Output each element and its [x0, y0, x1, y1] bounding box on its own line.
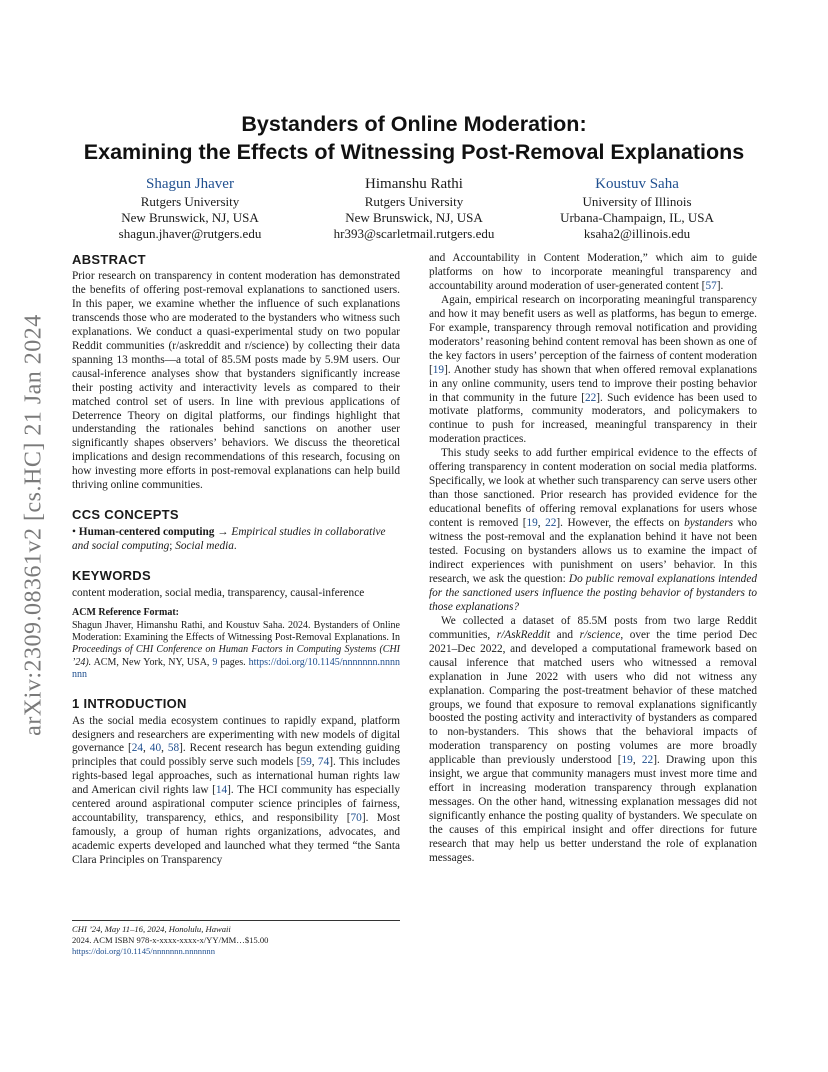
ccs-bullet: • — [72, 526, 76, 539]
intro-paragraph-3 — [429, 447, 757, 614]
citation-link[interactable]: 57 — [705, 279, 717, 292]
emphasized-text: r/AskReddit — [496, 628, 551, 641]
author-2 — [294, 175, 534, 242]
emphasized-text: r/science — [579, 628, 621, 641]
paragraph-text: , — [632, 754, 642, 767]
intro-paragraph-1-continued — [429, 252, 757, 294]
emphasized-text: bystanders — [684, 517, 734, 530]
right-column — [429, 252, 757, 866]
paragraph-text: We collected a dataset of 85.5M posts from two large Reddit communities, — [429, 614, 757, 641]
author-affiliation: Rutgers University — [364, 194, 464, 209]
title-line-1: Bystanders of Online Moderation: — [241, 112, 587, 136]
author-email: shagun.jhaver@rutgers.edu — [118, 226, 262, 241]
keywords-text: content moderation, social media, transparency, causal-inference — [72, 587, 365, 600]
left-column — [72, 252, 400, 868]
paragraph-text: and — [550, 628, 580, 641]
paragraph-text: ]. Recent research has begun extending guiding principles that could possibly serve such models [ — [72, 742, 400, 769]
author-affiliation: University of Illinois — [582, 194, 692, 209]
ccs-concepts — [72, 526, 400, 554]
citation-link[interactable]: 74 — [317, 756, 330, 769]
paragraph-text: , — [537, 517, 546, 530]
footnote-doi-link[interactable]: https://doi.org/10.1145/nnnnnnn.nnnnnnn — [72, 946, 215, 956]
citation-link[interactable]: 22 — [641, 754, 654, 767]
citation-link[interactable]: 22 — [585, 391, 597, 404]
paragraph-text: , — [143, 742, 150, 755]
acm-ref-part-1: Shagun Jhaver, Himanshu Rathi, and Koustuv Saha. 2024. Bystanders of Online Moderation: Examining the Effects of Witnessing Post-Removal Explanations. In — [72, 619, 400, 643]
author-location: New Brunswick, NJ, USA — [121, 210, 259, 225]
acm-reference-label: ACM Reference Format: — [72, 607, 179, 619]
citation-link[interactable]: 19 — [526, 517, 538, 530]
acm-ref-part-2: ACM, New York, NY, USA, — [91, 656, 213, 668]
author-email: hr393@scarletmail.rutgers.edu — [333, 226, 495, 241]
citation-link[interactable]: 40 — [149, 742, 162, 755]
introduction-heading: 1 INTRODUCTION — [72, 695, 187, 711]
intro-paragraph-1 — [72, 715, 400, 868]
author-location: Urbana-Champaign, IL, USA — [560, 210, 714, 225]
ccs-separator: ; — [169, 540, 176, 553]
paragraph-text: ]. Most famously, a group of human rights organizations, advocates, and academic experts developed and launched what they termed “the Santa Clara Principles on Transparency — [72, 812, 401, 867]
ccs-category: Human-centered computing — [78, 526, 215, 539]
paragraph-text: , — [311, 756, 318, 769]
author-3 — [517, 175, 757, 242]
author-affiliation: Rutgers University — [140, 194, 240, 209]
ccs-concept-2: Social media — [175, 540, 234, 553]
paper-title — [60, 110, 768, 166]
author-name-link[interactable]: Koustuv Saha — [595, 176, 679, 192]
paragraph-text: This study seeks to add further empirical evidence to the effects of offering transparency in content moderation on social media platforms. Specifically, we look at whether such transparency can serve users other than those sanctioned. Prior research has provided evidence for the educational benefits of offering removal explanations for users whose content is removed [ — [429, 447, 757, 530]
footnote — [72, 920, 400, 957]
author-1 — [70, 175, 310, 242]
footnote-isbn: 2024. ACM ISBN 978-x-xxxx-xxxx-x/YY/MM…$15.00 — [72, 935, 269, 945]
arxiv-identifier-sidebar — [14, 290, 54, 760]
arxiv-identifier-text: arXiv:2309.08361v2 [cs.HC] 21 Jan 2024 — [20, 314, 47, 736]
emphasized-text: Do public removal explanations intended for the sanctioned users influence the posting behavior of bystanders to those explanations? — [429, 572, 757, 613]
citation-link[interactable]: 22 — [545, 517, 557, 530]
citation-link[interactable]: 70 — [350, 812, 362, 825]
acm-ref-doi-link[interactable]: https://doi.org/10.1145/nnnnnnn.nnnnnnn — [72, 656, 400, 681]
footnote-rule — [72, 920, 400, 921]
citation-link[interactable]: 14 — [215, 784, 228, 797]
keywords-heading: KEYWORDS — [72, 568, 151, 584]
abstract-heading: ABSTRACT — [72, 252, 146, 267]
paragraph-text: , — [161, 742, 168, 755]
acm-ref-part-3: pages. — [217, 656, 249, 668]
paragraph-text: ]. Such evidence has been used to motivate platforms, community moderators, and policymakers to continue to push for increased, meaningful transparency in their moderation practices. — [429, 391, 757, 446]
citation-link[interactable]: 19 — [432, 363, 445, 376]
acm-ref-proceedings: Proceedings of CHI Conference on Human Factors in Computing Systems (CHI ’24). — [72, 644, 400, 668]
citation-link[interactable]: 24 — [131, 742, 144, 755]
paragraph-text: ]. — [716, 279, 724, 292]
paragraph-text: and Accountability in Content Moderation,” which aim to guide platforms on how to incorporate meaningful transparency and accountability around moderation of user-generated content [ — [429, 252, 757, 292]
citation-link[interactable]: 59 — [300, 756, 312, 769]
footnote-venue: CHI ’24, May 11–16, 2024, Honolulu, Hawaii — [72, 924, 231, 934]
paragraph-text: ]. Drawing upon this insight, we argue that community managers must invest more time and effort in increasing moderation transparency through explanation messages. On the other hand, witnessing explanation messages did not significantly enhance the posting quality of bystanders. We speculate on the causes of this empirical insight and offer directions for future research that may help us better understand the role of explanation messages. — [429, 754, 757, 864]
author-location: New Brunswick, NJ, USA — [345, 210, 483, 225]
author-name: Himanshu Rathi — [365, 176, 463, 192]
ccs-concept-1: Empirical studies in collaborative and social computing — [72, 526, 386, 553]
paragraph-text: ]. The HCI community has especially centered around aspirational computer science principles of fairness, accountability, transparency, ethics, and responsibility [ — [72, 784, 400, 825]
paragraph-text: As the social media ecosystem continues to rapidly expand, platform designers and researchers are experimenting with new models of digital governance [ — [72, 714, 400, 755]
acm-reference-text — [72, 620, 400, 682]
citation-link[interactable]: 19 — [621, 754, 633, 767]
paragraph-text: , over the time period Dec 2021–Dec 2022, and developed a computational framework based on causal inference that matched users who witnessed a removal explanation in June 2022 with users who did not witness any explanation. Comparing the post-treatment behavior of these matched groups, we found that exposure to removal explanations significantly boosted the posting activity and interactivity of bystanders as compared to non-bystanders. This shows that the behavioral impacts of moderation transparency on posting volumes are more broadly applicable than previously understood [ — [429, 628, 757, 767]
abstract-text: Prior research on transparency in content moderation has demonstrated the benefits of offering post-removal explanations to sanctioned users. In this paper, we examine whether the influence of such explanations transcends those who are moderated to the bystanders who witness such explanations. We conduct a quasi-experimental study on two popular Reddit communities (r/askreddit and r/science) by collecting their data spanning 13 months—a total of 85.5M posts made by 5.9M users. Our causal-inference analyses show that bystanders significantly increase their posting activity and interactivity levels as compared to their matched control set of users. In line with previous applications of Deterrence Theory on digital platforms, our findings highlight that understanding the rationales behind sanctions on another user significantly shapes observers’ behaviors. We discuss the theoretical implications and design recommendations of this research, focusing on how investing more efforts in post-removal explanations can help build thriving online communities. — [72, 270, 400, 492]
acm-reference-heading — [72, 607, 400, 619]
ccs-arrow: → — [214, 526, 232, 539]
paragraph-text: who witness the post-removal and the explanation behind it have not been tested. Focusing on bystanders allows us to examine the impact of indirect experiences with punishment on users’ behavior. In this research, we ask the question: — [429, 517, 758, 585]
author-name-link[interactable]: Shagun Jhaver — [146, 176, 234, 192]
ccs-end: . — [233, 540, 237, 553]
citation-link[interactable]: 58 — [167, 742, 180, 755]
intro-paragraph-4 — [429, 615, 757, 866]
author-email: ksaha2@illinois.edu — [583, 226, 691, 241]
paragraph-text: ]. This includes rights-based legal approaches, such as international human rights law and American civil rights law [ — [72, 756, 400, 797]
intro-paragraph-2 — [429, 294, 757, 447]
paragraph-text: ]. However, the effects on — [556, 517, 685, 530]
title-line-2: Examining the Effects of Witnessing Post-Removal Explanations — [83, 140, 745, 164]
paragraph-text: ]. Another study has shown that when offered removal explanations in any online community, users tend to improve their posting behavior in that community in the future [ — [429, 363, 757, 404]
acm-ref-pages-link[interactable]: 9 — [212, 656, 218, 668]
ccs-heading: CCS CONCEPTS — [72, 507, 179, 523]
paragraph-text: Again, empirical research on incorporating meaningful transparency and how it may benefit users as well as platforms, has begun to emerge. For example, transparency through removal notification and providing moderators’ reasoning behind content removal has been shown as one of the key factors in users’ perception of the fairness of content moderation [ — [429, 293, 757, 376]
